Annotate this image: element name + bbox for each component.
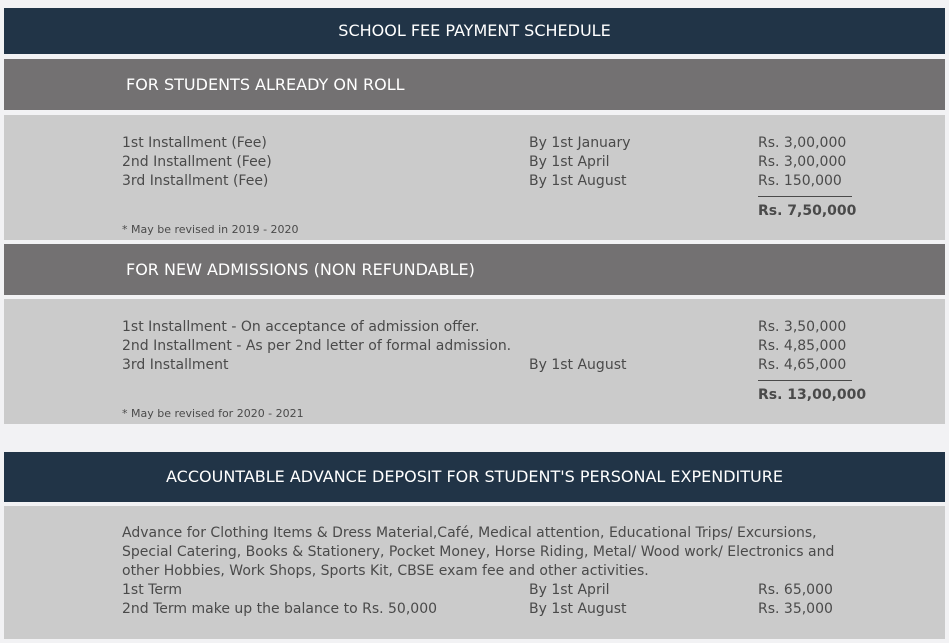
deposit-row-1-amount: Rs. 65,000 [758,582,833,598]
deposit-panel [4,506,945,639]
deposit-row-1-label: 1st Term [122,582,183,598]
deposit-description: Advance for Clothing Items & Dress Material,Café, Medical attention, Educational Trips/ Excursions, Special Catering, Books & Stationery, Pocket Money, Horse Riding, Metal/ Wood work/ Electronics and other Hobbies, Work Shops, Sports Kit, CBSE exam fee and other activities. [122,525,835,579]
roll-note: * May be revised in 2019 - 2020 [122,223,299,236]
admissions-row-3-due: By 1st August [529,357,627,373]
roll-row-2-amount: Rs. 3,00,000 [758,154,847,170]
roll-total: Rs. 7,50,000 [758,203,857,219]
admissions-heading: FOR NEW ADMISSIONS (NON REFUNDABLE) [126,260,475,279]
roll-panel [4,115,945,240]
admissions-row-2-label: 2nd Installment - As per 2nd letter of formal admission. [122,338,512,354]
admissions-row-3-label: 3rd Installment [122,357,229,373]
admissions-row-2-amount: Rs. 4,85,000 [758,338,847,354]
admissions-total: Rs. 13,00,000 [758,387,867,403]
deposit-row-2-amount: Rs. 35,000 [758,601,833,617]
main-title-bar [4,8,945,54]
roll-row-1-amount: Rs. 3,00,000 [758,135,847,151]
roll-heading: FOR STUDENTS ALREADY ON ROLL [126,75,405,94]
roll-row-2-label: 2nd Installment (Fee) [122,154,272,170]
page-title: SCHOOL FEE PAYMENT SCHEDULE [338,21,611,40]
roll-row-2-due: By 1st April [529,154,610,170]
admissions-heading-bar [4,244,945,295]
roll-row-1-label: 1st Installment (Fee) [122,135,267,151]
roll-heading-bar [4,59,945,110]
deposit-heading: ACCOUNTABLE ADVANCE DEPOSIT FOR STUDENT'S PERSONAL EXPENDITURE [166,467,783,486]
admissions-total-rule [758,380,852,381]
roll-total-rule [758,196,852,197]
deposit-row-1-due: By 1st April [529,582,610,598]
admissions-row-3-amount: Rs. 4,65,000 [758,357,847,373]
admissions-row-1-amount: Rs. 3,50,000 [758,319,847,335]
admissions-note: * May be revised for 2020 - 2021 [122,407,304,420]
deposit-heading-bar [4,452,945,502]
roll-row-1-due: By 1st January [529,135,631,151]
admissions-panel [4,299,945,424]
admissions-row-1-label: 1st Installment - On acceptance of admission offer. [122,319,480,335]
deposit-row-2-label: 2nd Term make up the balance to Rs. 50,000 [122,601,438,617]
roll-row-3-amount: Rs. 150,000 [758,173,842,189]
roll-row-3-label: 3rd Installment (Fee) [122,173,269,189]
roll-row-3-due: By 1st August [529,173,627,189]
deposit-row-2-due: By 1st August [529,601,627,617]
